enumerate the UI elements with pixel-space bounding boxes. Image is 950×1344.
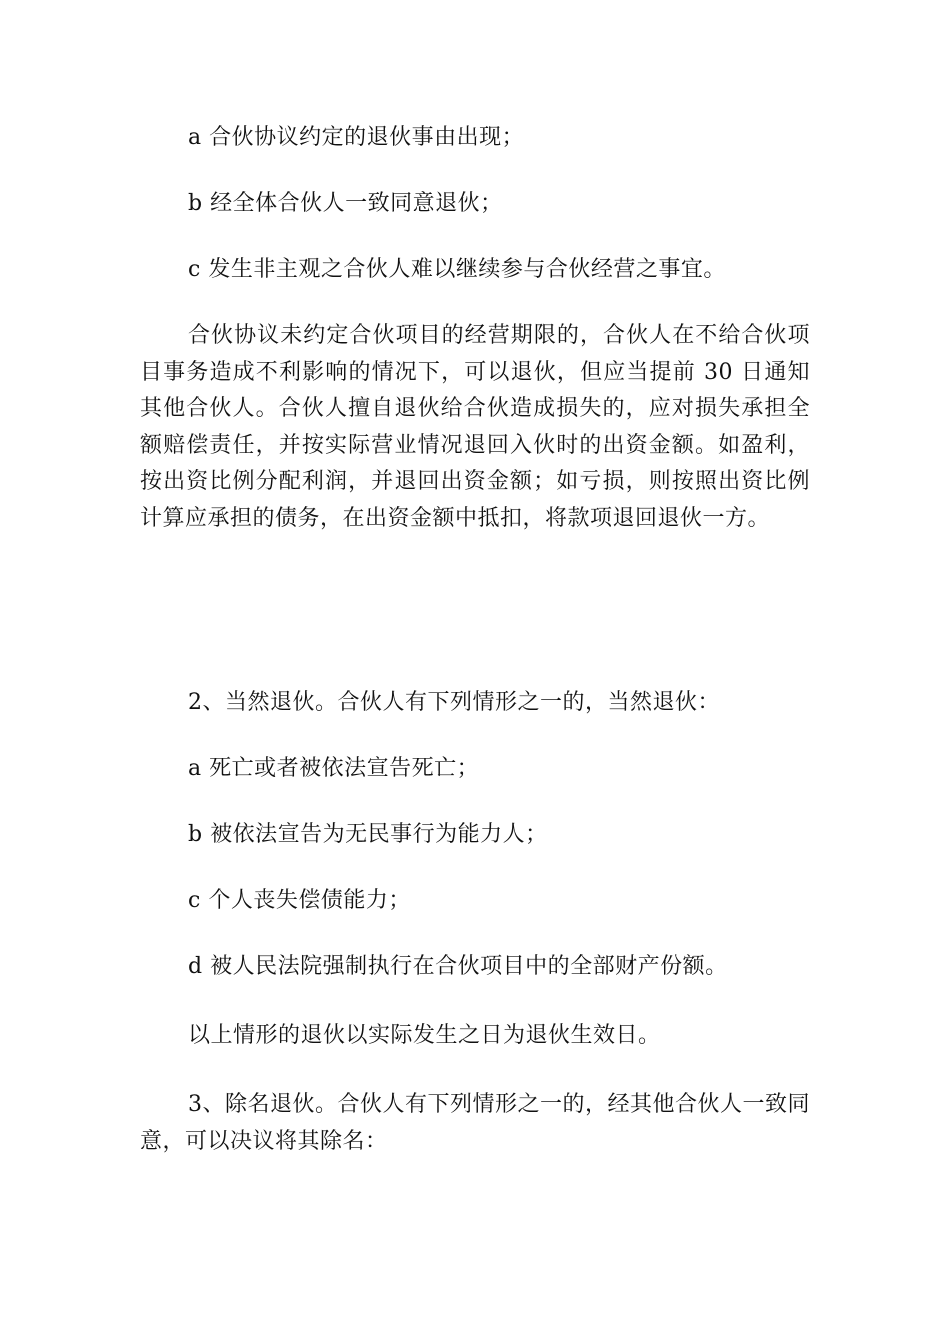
paragraph-section-2-heading: 2、当然退伙。合伙人有下列情形之一的，当然退伙： bbox=[188, 690, 720, 715]
paragraph-effective-date: 以上情形的退伙以实际发生之日为退伙生效日。 bbox=[188, 1023, 661, 1048]
paragraph-item-b-unanimous-consent: b 经全体合伙人一致同意退伙； bbox=[188, 191, 503, 216]
paragraph-item-c-involuntary-reason: c 发生非主观之合伙人难以继续参与合伙经营之事宜。 bbox=[188, 257, 726, 282]
paragraph-section-3-heading: 3、除名退伙。合伙人有下列情形之一的，经其他合伙人一致同意，可以决议将其除名： bbox=[140, 1092, 810, 1154]
paragraph-item-c-insolvency: c 个人丧失偿债能力； bbox=[188, 888, 411, 913]
paragraph-item-d-enforcement: d 被人民法院强制执行在合伙项目中的全部财产份额。 bbox=[188, 954, 728, 979]
paragraph-item-a-death: a 死亡或者被依法宣告死亡； bbox=[188, 756, 480, 781]
paragraph-item-a-withdrawal-cause: a 合伙协议约定的退伙事由出现； bbox=[188, 125, 525, 150]
paragraph-item-b-incapacity: b 被依法宣告为无民事行为能力人； bbox=[188, 822, 548, 847]
paragraph-withdrawal-notice: 合伙协议未约定合伙项目的经营期限的，合伙人在不给合伙项目事务造成不利影响的情况下，可以退伙，但应当提前 30 日通知其他合伙人。合伙人擅自退伙给合伙造成损失的，应对损失承担全额赔偿责任，并按实际营业情况退回入伙时的出资金额。如盈利，按出资比例分配利润，并退回出资金额；如亏损，则按照出资比例计算应承担的债务，在出资金额中抵扣，将款项退回退伙一方。 bbox=[140, 323, 810, 531]
